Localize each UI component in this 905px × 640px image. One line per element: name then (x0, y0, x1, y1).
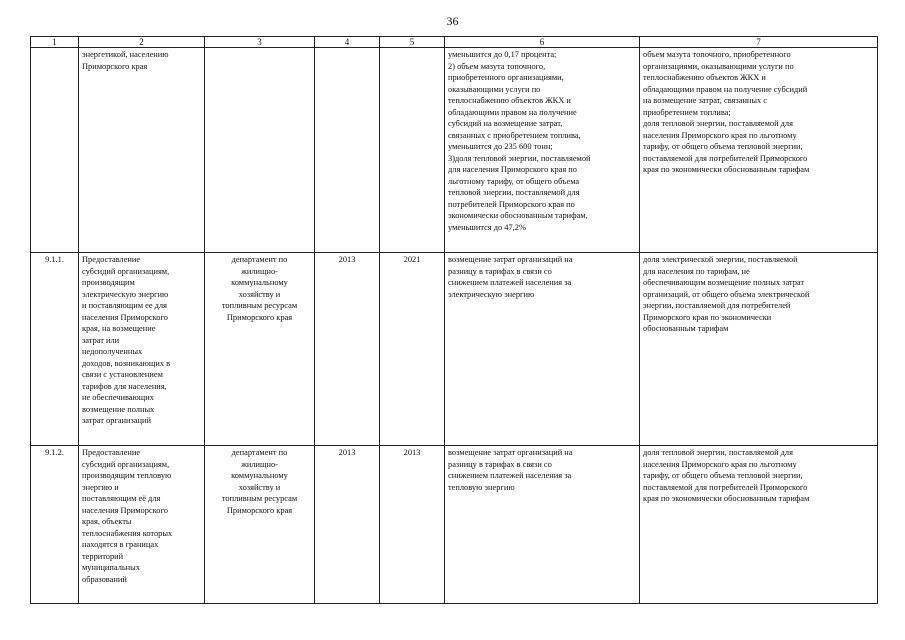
start-year-cell: 2013 (315, 446, 380, 604)
column-header: 5 (380, 37, 445, 48)
program-table (30, 36, 878, 604)
indicators-cell: объем мазута топочного, приобретенного организациями, оказывающими услуги по теплоснабжению объектов ЖКХ и обладающими правом на получение субсидий на возмещение затрат, связанных с приобретением топлива; доля тепловой энергии, поставляемой для населения Приморского края по льготному тарифу, от общего объема тепловой энергии, поставляемой для потребителей Приморского края по экономически обоснованным тарифам (640, 48, 878, 253)
measure-name-cell: Предоставление субсидий организациям, производящим электрическую энергию и поставляющим ее для населения Приморского края, на возмещение затрат или недополученных доходов, возникающих в связи с установлением тарифов для населения, не обеспечивающих возмещение полных затрат организаций (79, 253, 205, 446)
column-header: 4 (315, 37, 380, 48)
table-row (31, 253, 878, 446)
row-number-cell: 9.1.2. (31, 446, 79, 604)
expected-result-cell: возмещение затрат организаций на разницу в тарифах в связи со снижением платежей населения за электрическую энергию (445, 253, 640, 446)
end-year-cell: 2021 (380, 253, 445, 446)
indicators-cell: доля электрической энергии, поставляемой для населения по тарифам, не обеспечивающим возмещение полных затрат организаций, от общего объема электрической энергии, поставляемой для потребителей Приморского края по экономически обоснованным тарифам (640, 253, 878, 446)
executor-cell (205, 48, 315, 253)
column-header: 6 (445, 37, 640, 48)
start-year-cell (315, 48, 380, 253)
end-year-cell (380, 48, 445, 253)
column-header: 7 (640, 37, 878, 48)
row-number-cell (31, 48, 79, 253)
executor-cell: департамент по жилищно- коммунальному хозяйству и топливным ресурсам Приморского края (205, 253, 315, 446)
row-number-cell: 9.1.1. (31, 253, 79, 446)
page-number: 36 (446, 14, 459, 28)
table-row (31, 48, 878, 253)
column-header: 3 (205, 37, 315, 48)
expected-result-cell: уменьшится до 0,17 процента; 2) объем мазута топочного, приобретенного организациями, оказывающими услуги по теплоснабжению объектов ЖКХ и обладающими правом на получение субсидий на возмещение затрат, связанных с приобретением топлива, уменьшится до 235 600 тонн; 3)доля тепловой энергии, поставляемой для населения Приморского края по льготному тарифу, от общего объема тепловой энергии, поставляемой для потребителей Приморского края по экономически обоснованным тарифам, уменьшится до 47,2% (445, 48, 640, 253)
executor-cell: департамент по жилищно- коммунальному хозяйству и топливным ресурсам Приморского края (205, 446, 315, 604)
table-row (31, 446, 878, 604)
column-header: 1 (31, 37, 79, 48)
measure-name-cell: Предоставление субсидий организациям, производящим тепловую энергию и поставляющим её для населения Приморского края, объекты теплоснабжения которых находятся в границах территорий муниципальных образований (79, 446, 205, 604)
measure-name-cell: энергетикой, населению Приморского края (79, 48, 205, 253)
indicators-cell: доля тепловой энергии, поставляемой для населения Приморского края по льготному тарифу, от общего объема тепловой энергии, поставляемой для потребителей Приморского края по экономически обоснованным тарифам (640, 446, 878, 604)
start-year-cell: 2013 (315, 253, 380, 446)
column-header: 2 (79, 37, 205, 48)
end-year-cell: 2013 (380, 446, 445, 604)
expected-result-cell: возмещение затрат организаций на разницу в тарифах в связи со снижением платежей населения за тепловую энергию (445, 446, 640, 604)
header-row (31, 37, 878, 48)
